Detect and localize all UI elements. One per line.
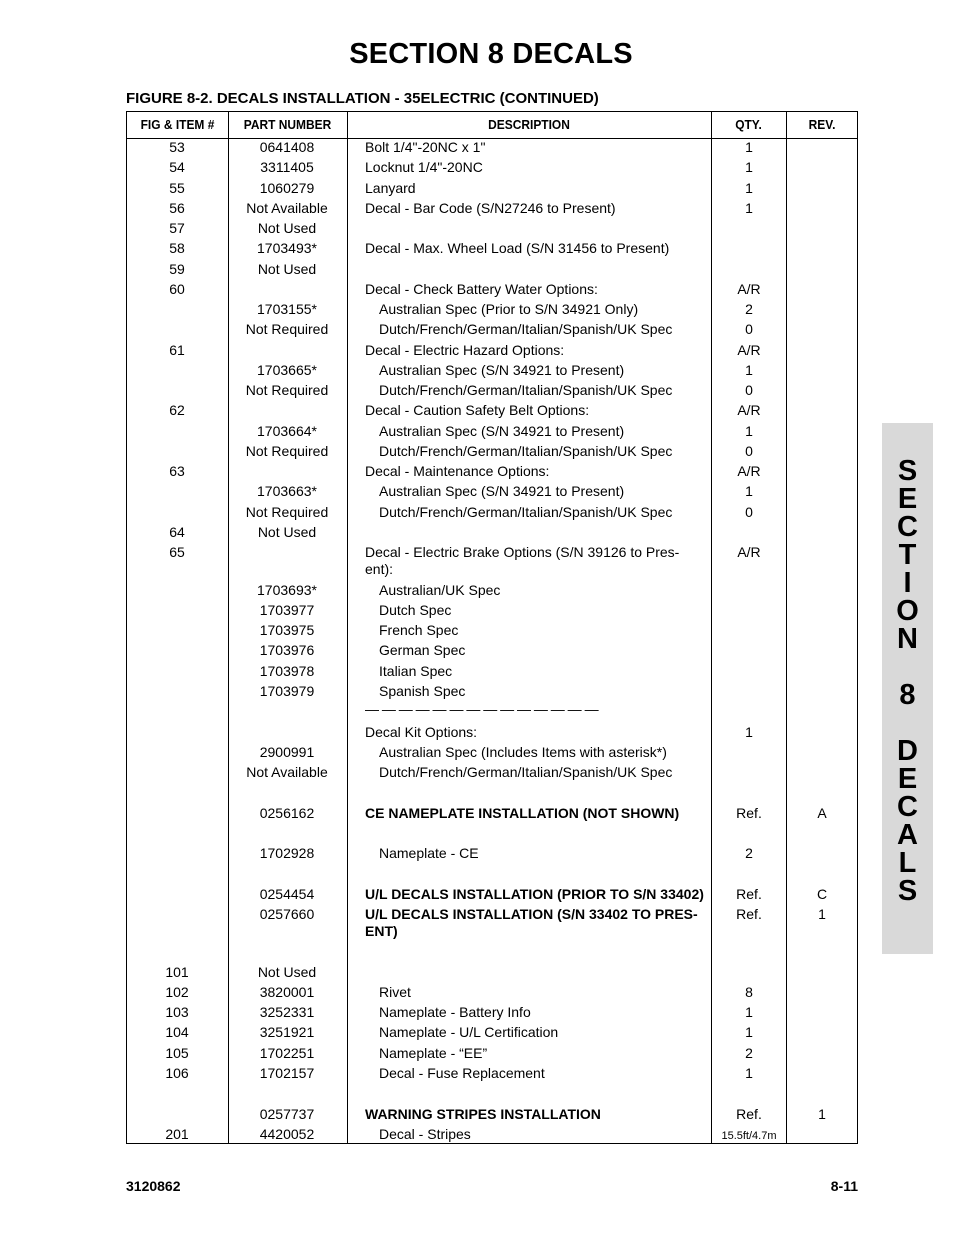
description: German Spec [379,642,466,658]
part-number: Not Required [245,443,329,459]
description: Australian Spec (S/N 34921 to Present) [379,362,625,378]
side-tab-letter: C [897,791,918,823]
fig-item: 104 [165,1024,189,1040]
side-tab-letter: E [897,763,918,795]
quantity: 2 [745,301,753,317]
fig-item: 55 [169,180,185,196]
side-tab-letter: E [897,483,918,515]
fig-item: 63 [169,463,185,479]
part-number: Not Used [257,261,317,277]
description: Lanyard [365,180,416,196]
fig-item: 58 [169,240,185,256]
revision: C [816,886,828,902]
quantity: 1 [745,724,753,740]
description: Decal - Max. Wheel Load (S/N 31456 to Present) [365,240,670,256]
quantity: Ref. [736,906,762,922]
part-number: 3820001 [259,984,315,1000]
part-number: Not Required [245,382,329,398]
description: Decal - Bar Code (S/N27246 to Present) [365,200,616,216]
quantity: 1 [745,1004,753,1020]
header-description: DESCRIPTION [488,117,570,132]
part-number: Not Available [246,200,328,216]
fig-item: 201 [165,1126,189,1142]
separator-dashes: — — — — — — — — — — — — — — [365,701,599,717]
part-number: 1702928 [259,845,315,861]
part-number: 1703979 [259,683,315,699]
quantity: 2 [745,1045,753,1061]
part-number: 0257737 [259,1106,315,1122]
description: WARNING STRIPES INSTALLATION [365,1106,601,1122]
description: Decal Kit Options: [365,724,478,740]
fig-item: 56 [169,200,185,216]
description: French Spec [379,622,459,638]
part-number: Not Used [257,220,317,236]
part-number: Not Used [257,524,317,540]
fig-item: 53 [169,139,185,155]
header-fig-item: FIG & ITEM # [140,117,215,132]
part-number: Not Required [245,504,329,520]
quantity: 8 [745,984,753,1000]
fig-item: 102 [165,984,189,1000]
part-number: 1702251 [259,1045,315,1061]
side-tab-letter: O [896,595,919,627]
description: Nameplate - U/L Certification [379,1024,559,1040]
fig-item: 62 [169,402,185,418]
section-title: SECTION 8 DECALS [349,38,633,70]
description: Spanish Spec [379,683,466,699]
figure-title: FIGURE 8-2. DECALS INSTALLATION - 35ELECTRIC (CONTINUED) [126,90,599,107]
part-number: 0257660 [259,906,315,922]
fig-item: 106 [165,1065,189,1081]
quantity: Ref. [736,886,762,902]
quantity: 0 [745,321,753,337]
part-number: 1703976 [259,642,315,658]
description: Dutch/French/German/Italian/Spanish/UK Spec [379,382,673,398]
part-number: 1702157 [259,1065,315,1081]
revision: A [817,805,827,821]
side-tab-letter: T [898,539,917,571]
quantity: A/R [737,281,761,297]
part-number: 1703155* [257,301,317,317]
part-number: 1703977 [259,602,315,618]
description: Nameplate - Battery Info [379,1004,531,1020]
fig-item: 59 [169,261,185,277]
quantity: 1 [745,1024,753,1040]
part-number: 0256162 [259,805,315,821]
fig-item: 61 [169,342,185,358]
description: Australian Spec (Includes Items with asterisk*) [379,744,667,760]
quantity: 1 [745,423,753,439]
side-tab-letter: A [897,819,918,851]
fig-item: 64 [169,524,185,540]
header-part-number: PART NUMBER [243,117,332,132]
description: ENT) [365,923,398,939]
quantity: 1 [745,139,753,155]
fig-item: 54 [169,159,185,175]
quantity: Ref. [736,1106,762,1122]
quantity: 1 [745,1065,753,1081]
part-number: 1060279 [259,180,315,196]
section-side-tab [882,423,933,954]
quantity: 15.5ft/4.7m [721,1130,777,1142]
part-number: Not Required [245,321,329,337]
description: Nameplate - “EE” [379,1045,488,1061]
quantity: A/R [737,463,761,479]
quantity: 0 [745,504,753,520]
revision: 1 [818,1106,826,1122]
header-rev: REV. [808,117,836,132]
side-tab-letter: L [898,847,917,879]
part-number: 1703978 [259,663,315,679]
quantity: 1 [745,159,753,175]
quantity: 0 [745,443,753,459]
revision: 1 [818,906,826,922]
part-number: Not Used [257,964,317,980]
description: Nameplate - CE [379,845,479,861]
description: Decal - Fuse Replacement [379,1065,545,1081]
description: Dutch/French/German/Italian/Spanish/UK Spec [379,504,673,520]
description: Decal - Caution Safety Belt Options: [365,402,590,418]
part-number: 1703663* [257,483,317,499]
part-number: 0254454 [259,886,315,902]
description: Dutch/French/German/Italian/Spanish/UK Spec [379,443,673,459]
description: Australian Spec (Prior to S/N 34921 Only) [379,301,639,317]
quantity: A/R [737,544,761,560]
part-number: 3311405 [260,159,314,175]
description: U/L DECALS INSTALLATION (PRIOR TO S/N 33402) [365,886,704,902]
part-number: 3252331 [259,1004,315,1020]
part-number: 0641408 [259,139,315,155]
side-tab-letter: C [897,511,918,543]
quantity: A/R [737,402,761,418]
header-qty: QTY. [735,117,762,132]
quantity: Ref. [736,805,762,821]
fig-item: 101 [165,964,189,980]
quantity: 1 [745,180,753,196]
description: ent): [365,561,394,577]
description: Decal - Electric Hazard Options: [365,342,565,358]
description: Decal - Check Battery Water Options: [365,281,598,297]
side-tab-letter: S [897,875,918,907]
quantity: 2 [745,845,753,861]
description: Decal - Maintenance Options: [365,463,550,479]
side-tab-letter: 8 [899,679,916,711]
fig-item: 60 [169,281,185,297]
part-number: 1703664* [257,423,317,439]
fig-item: 57 [169,220,185,236]
part-number: 1703665* [257,362,317,378]
description: Australian Spec (S/N 34921 to Present) [379,423,625,439]
description: U/L DECALS INSTALLATION (S/N 33402 TO PRES- [365,906,698,922]
description: CE NAMEPLATE INSTALLATION (NOT SHOWN) [365,805,680,821]
description: Australian/UK Spec [379,582,501,598]
description: Decal - Stripes [379,1126,471,1142]
quantity: 0 [745,382,753,398]
side-tab-letter: S [897,455,918,487]
part-number: Not Available [246,764,328,780]
side-tab-letter: N [897,623,918,655]
quantity: 1 [745,362,753,378]
quantity: 1 [745,200,753,216]
description: Australian Spec (S/N 34921 to Present) [379,483,625,499]
description: Dutch/French/German/Italian/Spanish/UK Spec [379,321,673,337]
description: Dutch/French/German/Italian/Spanish/UK Spec [379,764,673,780]
part-number: 3251921 [259,1024,315,1040]
description: Decal - Electric Brake Options (S/N 39126 to Pres- [365,544,680,560]
description: Dutch Spec [379,602,452,618]
description: Locknut 1/4"-20NC [365,159,483,175]
part-number: 1703975 [259,622,315,638]
parts-table [126,111,858,1144]
doc-number: 3120862 [126,1178,181,1194]
description: Rivet [379,984,411,1000]
description: Italian Spec [379,663,453,679]
fig-item: 105 [165,1045,189,1061]
quantity: A/R [737,342,761,358]
part-number: 1703493* [257,240,317,256]
side-tab-letter: D [897,735,918,767]
part-number: 4420052 [259,1126,315,1142]
part-number: 1703693* [257,582,317,598]
side-tab-letter: I [903,567,912,599]
description: Bolt 1/4"-20NC x 1" [365,139,486,155]
fig-item: 65 [169,544,185,560]
part-number: 2900991 [259,744,315,760]
fig-item: 103 [165,1004,189,1020]
column-divider [347,112,348,1143]
page-number: 8-11 [830,1178,858,1194]
quantity: 1 [745,483,753,499]
